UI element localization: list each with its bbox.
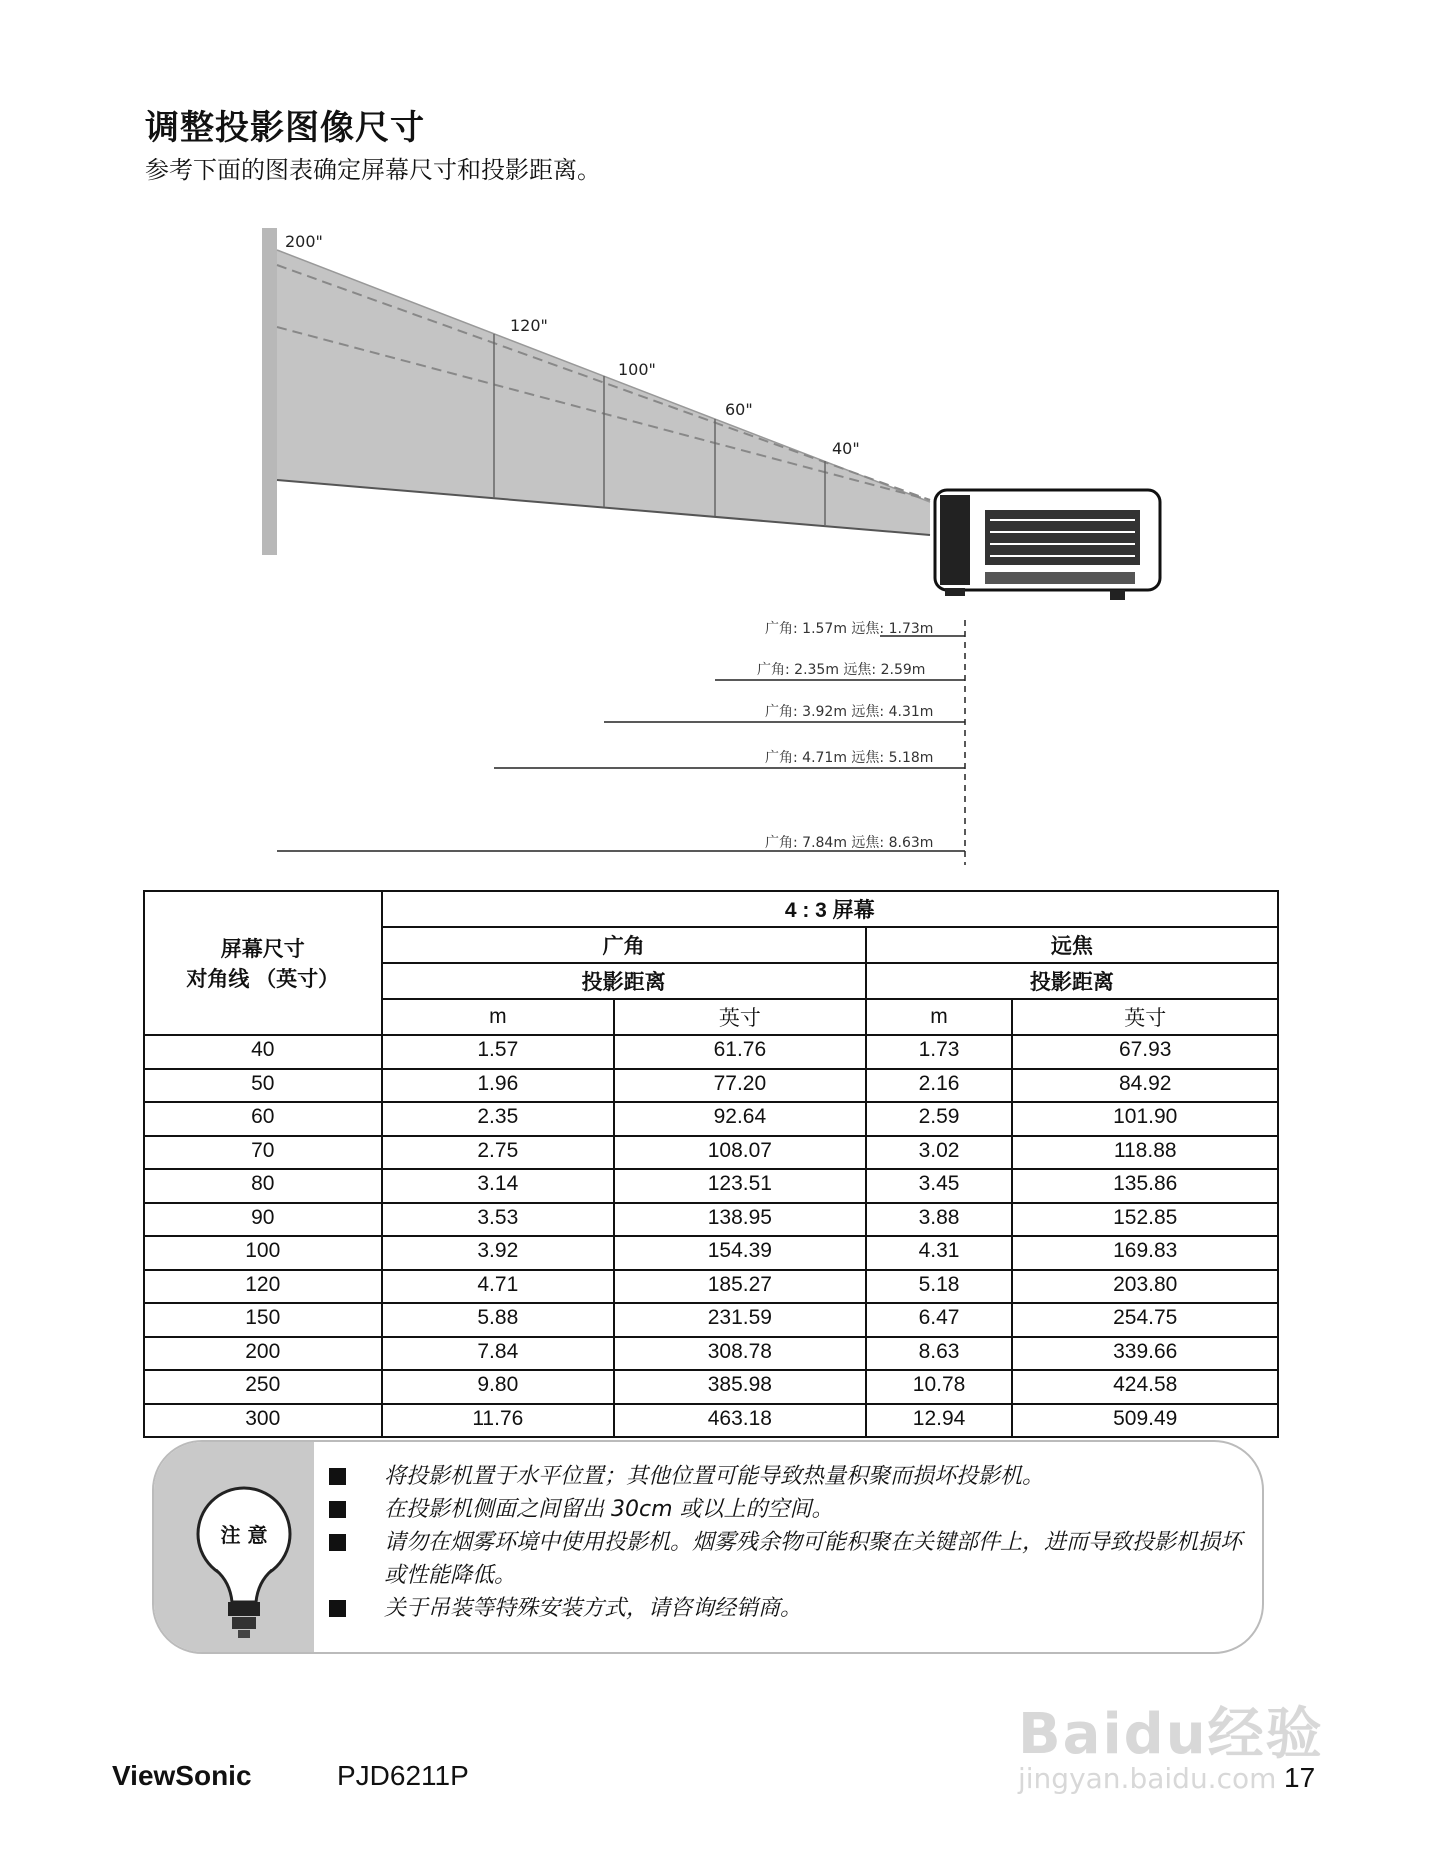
unit-m-header: m: [382, 999, 615, 1035]
watermark-url: jingyan.baidu.com: [1018, 1762, 1277, 1795]
distance-label: 广角: 4.71m 远焦: 5.18m: [765, 750, 934, 766]
screen-size-label: 100": [618, 360, 656, 379]
caution-note-box: [152, 1440, 1264, 1654]
unit-inch-header: 英寸: [614, 999, 866, 1035]
distance-label: 广角: 1.57m 远焦: 1.73m: [765, 621, 934, 637]
watermark-logo: Baidu经验: [1018, 1702, 1324, 1767]
note-label: 注 意: [220, 1523, 268, 1547]
projection-diagram: [0, 0, 1440, 880]
table-row: 250 9.80 385.98 10.78 424.58: [144, 1370, 1278, 1404]
unit-m-header: m: [866, 999, 1013, 1035]
screen-size-header: 屏幕尺寸 对角线 （英寸）: [144, 891, 382, 1035]
table-row: 50 1.96 77.20 2.16 84.92: [144, 1069, 1278, 1103]
tele-distance-header: 投影距离: [866, 963, 1278, 999]
list-item: 在投影机侧面之间留出 30cm 或以上的空间。: [329, 1493, 1244, 1526]
bullet-icon: [329, 1501, 346, 1518]
distance-label: 广角: 3.92m 远焦: 4.31m: [765, 704, 934, 720]
wide-header: 广角: [382, 927, 866, 963]
distance-label: 广角: 2.35m 远焦: 2.59m: [757, 662, 926, 678]
table-row: 120 4.71 185.27 5.18 203.80: [144, 1270, 1278, 1304]
wide-distance-header: 投影距离: [382, 963, 866, 999]
page-subtitle: 参考下面的图表确定屏幕尺寸和投影距离。: [145, 156, 601, 184]
screen-size-label: 60": [725, 400, 753, 419]
footer-brand: ViewSonic: [112, 1760, 252, 1791]
list-item: 关于吊装等特殊安装方式，请咨询经销商。: [329, 1592, 1244, 1625]
lightbulb-icon: [154, 1442, 314, 1652]
table-row: 90 3.53 138.95 3.88 152.85: [144, 1203, 1278, 1237]
table-row: 100 3.92 154.39 4.31 169.83: [144, 1236, 1278, 1270]
table-row: 80 3.14 123.51 3.45 135.86: [144, 1169, 1278, 1203]
distance-label: 广角: 7.84m 远焦: 8.63m: [765, 835, 934, 851]
tele-header: 远焦: [866, 927, 1278, 963]
projection-distance-table: [143, 890, 1279, 1438]
table-row: 70 2.75 108.07 3.02 118.88: [144, 1136, 1278, 1170]
page-title: 调整投影图像尺寸: [145, 108, 425, 148]
ratio-header: 4 : 3 屏幕: [382, 891, 1278, 927]
list-item: 请勿在烟雾环境中使用投影机。烟雾残余物可能积聚在关键部件上，进而导致投影机损坏或性能降低。: [329, 1526, 1244, 1592]
bullet-icon: [329, 1600, 346, 1617]
screen-size-label: 40": [832, 439, 860, 458]
table-row: 60 2.35 92.64 2.59 101.90: [144, 1102, 1278, 1136]
table-row: 300 11.76 463.18 12.94 509.49: [144, 1404, 1278, 1438]
screen-size-label: 200": [285, 232, 323, 251]
page-number: 17: [1284, 1762, 1316, 1793]
table-row: 200 7.84 308.78 8.63 339.66: [144, 1337, 1278, 1371]
caution-list: [329, 1460, 1244, 1625]
list-item: 将投影机置于水平位置；其他位置可能导致热量积聚而损坏投影机。: [329, 1460, 1244, 1493]
unit-inch-header: 英寸: [1012, 999, 1278, 1035]
screen-size-label: 120": [510, 316, 548, 335]
bullet-icon: [329, 1468, 346, 1485]
note-sidebar: [154, 1442, 314, 1652]
projector-illustration: [935, 490, 1160, 600]
bullet-icon: [329, 1534, 346, 1551]
footer-model: PJD6211P: [337, 1760, 469, 1791]
table-row: 40 1.57 61.76 1.73 67.93: [144, 1035, 1278, 1069]
wall: [262, 228, 277, 555]
table-row: 150 5.88 231.59 6.47 254.75: [144, 1303, 1278, 1337]
